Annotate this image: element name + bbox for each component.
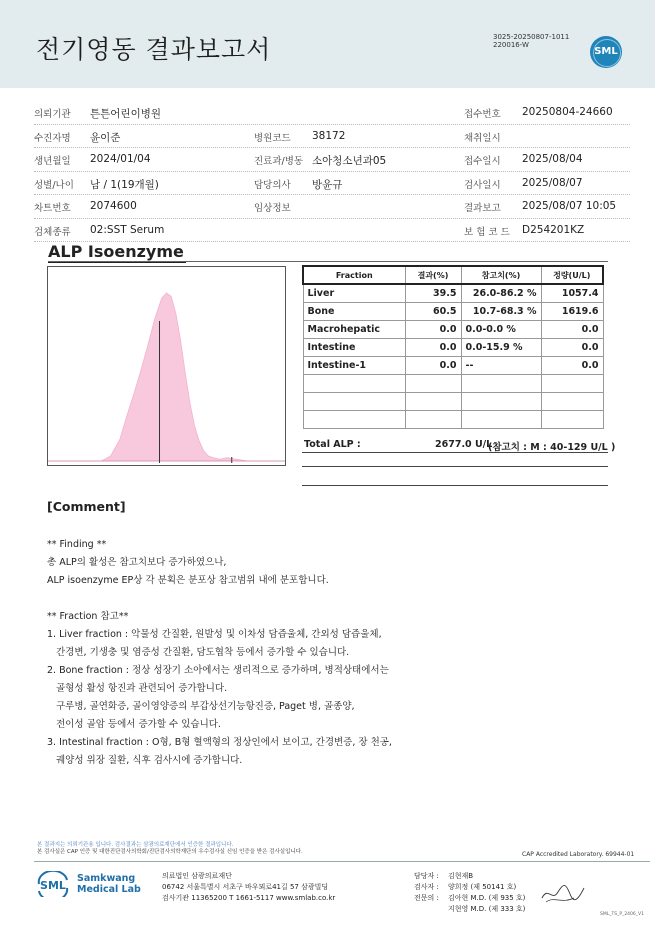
staff-row [414, 893, 525, 904]
sex-age-label: 성별/나이 [34, 179, 74, 191]
comment-body [47, 536, 467, 770]
collect-date-label: 채취일시 [464, 132, 501, 144]
fraction-quantity: 0.0 [541, 338, 603, 356]
hospital-label: 의뢰기관 [34, 109, 71, 120]
comment-line: 구루병, 골연화증, 골이영양증의 부갑상선기능항진증, Paget 병, 골종양, [56, 701, 355, 712]
patient-value: 윤이준 [90, 131, 121, 144]
blank-rule [302, 466, 608, 467]
comment-line: ** Finding ** [47, 539, 107, 550]
dob-label: 생년월일 [34, 156, 71, 167]
receipt-no-label: 접수번호 [464, 109, 501, 120]
footer-note2: 본 검사실은 CAP 인증 및 대한진단검사의학회/진단검사의학재단의 우수검사실 신임 인증을 받은 검사실입니다. [37, 849, 303, 855]
staff-name: 김현재B [448, 872, 474, 880]
fraction-reference: -- [461, 356, 541, 374]
samkwang-logo-icon [35, 871, 71, 897]
hospital-code-value: 38172 [312, 129, 346, 142]
info-row [34, 101, 630, 125]
info-row [34, 172, 630, 196]
specimen-value: 02:SST Serum [90, 223, 165, 236]
report-code-line2: 220016-W [493, 41, 529, 49]
fraction-name: Intestine-1 [303, 356, 405, 374]
cap-accreditation: CAP Accredited Laboratory. 69944-01 [522, 851, 635, 858]
comment-line: 골형성 활성 항진과 관련되어 증가합니다. [56, 683, 228, 694]
staff-name: 지현영 M.D. (제 333 호) [448, 905, 526, 913]
fraction-quantity: 0.0 [541, 320, 603, 338]
fraction-result: 0.0 [405, 356, 461, 374]
staff-role: 검사자 : [414, 883, 439, 891]
footer-address-line: 06742 서울특별시 서초구 바우뫼로41길 57 삼광빌딩 [162, 883, 329, 891]
info-row [34, 195, 630, 219]
comment-line: 간경변, 기생충 및 염증성 간질환, 담도협착 등에서 증가할 수 있습니다. [56, 647, 350, 658]
table-row-empty [303, 392, 603, 410]
signature-icon [540, 880, 586, 906]
total-alp [302, 437, 616, 453]
comment-line: 3. Intestinal fraction : O형, B형 혈액형의 정상인에서 보이고, 간경변증, 장 천공, [47, 737, 392, 748]
col-result: 결과(%) [405, 266, 461, 284]
table-header-row [303, 266, 603, 284]
fraction-quantity: 1619.6 [541, 302, 603, 320]
fraction-reference: 0.0-0.0 % [461, 320, 541, 338]
electrophoresis-plot [48, 267, 285, 465]
receipt-date-value: 2025/08/04 [522, 153, 583, 165]
footer-note1: 본 결과지는 의뢰기관용 입니다. 검사결과는 삼광의료재단에서 인증한 결과입니다. [37, 842, 234, 848]
info-row [34, 125, 630, 149]
table-row [303, 302, 603, 320]
report-code [493, 33, 569, 49]
staff-role: 전문의 : [414, 894, 439, 902]
comment-line: 2. Bone fraction : 정상 성장기 소아에서는 생리적으로 증가하며, 병적상태에서는 [47, 665, 389, 676]
patient-info [34, 101, 630, 242]
fraction-reference: 0.0-15.9 % [461, 338, 541, 356]
footer-address [162, 871, 335, 904]
patient-label: 수진자명 [34, 132, 71, 144]
blank-rule [302, 485, 608, 486]
report-title: 전기영동 결과보고서 [36, 35, 272, 64]
comment-line: 총 ALP의 활성은 참고치보다 증가하였으나, [47, 557, 227, 568]
test-date-label: 검사일시 [464, 179, 501, 191]
svg-text:SML: SML [40, 879, 66, 892]
table-row [303, 356, 603, 374]
chart-no-value: 2074600 [90, 200, 137, 212]
sml-logo: SML [590, 36, 622, 68]
col-quantity: 정량(U/L) [541, 266, 603, 284]
chart-no-label: 차트번호 [34, 203, 71, 214]
doctor-label: 담당의사 [254, 179, 291, 191]
comment-line: 1. Liver fraction : 악물성 간질환, 원발성 및 이차성 담즙울체, 간외성 담즙울체, [47, 629, 382, 640]
hospital-value: 튼튼어린이병원 [90, 108, 162, 120]
electrophoresis-chart [47, 266, 286, 466]
comment-line: 궤양성 위장 질환, 식후 검사시에 증가합니다. [56, 755, 243, 766]
comment-line [47, 590, 467, 608]
table-row-empty [303, 374, 603, 392]
report-code-line1: 3025-20250807-1011 [493, 33, 570, 41]
samkwang-logo-text [77, 873, 141, 895]
staff-row [414, 904, 525, 915]
footer-notes [37, 842, 303, 856]
dept-value: 소아청소년과05 [312, 155, 387, 167]
doctor-value: 방윤규 [312, 178, 343, 191]
table-row [303, 320, 603, 338]
section-rule [48, 261, 608, 262]
logo-line2: Medical Lab [77, 884, 141, 895]
footer-org: 의료법인 삼광의료재단 [162, 872, 232, 880]
staff-row [414, 882, 525, 893]
fraction-quantity: 1057.4 [541, 284, 603, 302]
fraction-reference: 10.7-68.3 % [461, 302, 541, 320]
total-label: Total ALP : [304, 439, 361, 450]
fraction-quantity: 0.0 [541, 356, 603, 374]
receipt-no-value: 20250804-24660 [522, 106, 613, 118]
comment-heading: [Comment] [47, 499, 126, 514]
fraction-result: 60.5 [405, 302, 461, 320]
table-row [303, 338, 603, 356]
specimen-label: 검체종류 [34, 226, 71, 238]
form-number: SML_TS_P_2406_V1 [600, 912, 644, 917]
fraction-result: 0.0 [405, 338, 461, 356]
report-label: 결과보고 [464, 203, 501, 214]
info-row [34, 219, 630, 243]
staff-name: 양희정 (제 50141 호) [448, 883, 517, 891]
info-row [34, 148, 630, 172]
clinical-label: 임상정보 [254, 203, 291, 214]
receipt-date-label: 접수일시 [464, 156, 501, 167]
fraction-name: Macrohepatic [303, 320, 405, 338]
table-row-empty [303, 410, 603, 428]
fraction-name: Liver [303, 284, 405, 302]
curve-area [50, 293, 283, 461]
fraction-result: 0.0 [405, 320, 461, 338]
report-value: 2025/08/07 10:05 [522, 200, 617, 212]
staff-role: 담당자 : [414, 872, 439, 880]
hospital-code-label: 병원코드 [254, 132, 291, 144]
report-header [0, 0, 655, 88]
staff-name: 김아현 M.D. (제 935 호) [448, 894, 526, 902]
insurance-value: D254201KZ [522, 223, 585, 236]
dob-value: 2024/01/04 [90, 153, 151, 165]
sex-age-value: 남 / 1(19개월) [90, 178, 159, 191]
fraction-result: 39.5 [405, 284, 461, 302]
total-reference: (참고치 : M : 40-129 U/L ) [488, 442, 616, 453]
footer-rule [34, 861, 650, 862]
staff-row [414, 871, 525, 882]
fraction-reference: 26.0-86.2 % [461, 284, 541, 302]
insurance-label: 보 험 코 드 [464, 226, 510, 238]
table-row [303, 284, 603, 302]
comment-line: ALP isoenzyme EP상 각 분획은 분포상 참고범위 내에 분포합니다. [47, 575, 329, 586]
dept-label: 진료과/병동 [254, 156, 304, 167]
test-date-value: 2025/08/07 [522, 176, 583, 189]
comment-line: 전이성 골암 등에서 증가할 수 있습니다. [56, 719, 221, 730]
col-fraction: Fraction [303, 266, 405, 284]
col-reference: 참고치(%) [461, 266, 541, 284]
logo-line1: Samkwang [77, 873, 136, 884]
fraction-name: Bone [303, 302, 405, 320]
fraction-name: Intestine [303, 338, 405, 356]
fraction-table [302, 265, 604, 429]
comment-line: ** Fraction 참고** [47, 611, 129, 622]
total-value: 2677.0 U/L [435, 439, 493, 450]
footer-contact: 검사기관 11365200 T 1661-5117 www.smlab.co.kr [162, 894, 336, 902]
footer-staff [414, 871, 525, 915]
section-title: ALP Isoenzyme [48, 242, 186, 263]
